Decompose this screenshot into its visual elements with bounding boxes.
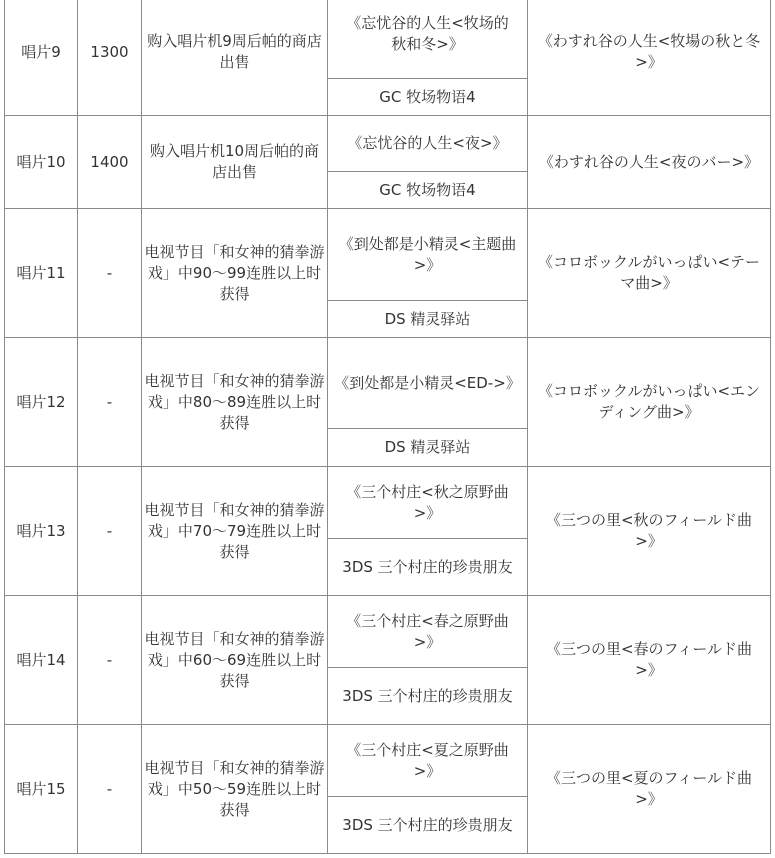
source-game: DS 精灵驿站	[328, 301, 528, 338]
cn-song-title: 《忘忧谷的人生<牧场的秋和冬>》	[328, 0, 528, 79]
jp-song-title: 《わすれ谷の人生<夜のバー>》	[528, 116, 771, 209]
obtain-method: 电视节目「和女神的猜拳游戏」中60～69连胜以上时获得	[142, 596, 328, 725]
jp-song-title: 《コロボックルがいっぱい<エンディング曲>》	[528, 338, 771, 467]
obtain-method: 电视节目「和女神的猜拳游戏」中90～99连胜以上时获得	[142, 209, 328, 338]
table-row	[5, 467, 771, 539]
disc-price: -	[78, 338, 142, 467]
obtain-method: 电视节目「和女神的猜拳游戏」中70～79连胜以上时获得	[142, 467, 328, 596]
records-table	[4, 0, 771, 854]
jp-song-title: 《三つの里<春のフィールド曲>》	[528, 596, 771, 725]
table-row	[5, 0, 771, 79]
jp-song-title: 《コロボックルがいっぱい<テーマ曲>》	[528, 209, 771, 338]
source-game: 3DS 三个村庄的珍贵朋友	[328, 668, 528, 725]
disc-name: 唱片14	[5, 596, 78, 725]
disc-price: -	[78, 467, 142, 596]
cn-song-title: 《三个村庄<夏之原野曲>》	[328, 725, 528, 797]
source-game: 3DS 三个村庄的珍贵朋友	[328, 539, 528, 596]
disc-name: 唱片9	[5, 0, 78, 116]
disc-price: -	[78, 596, 142, 725]
source-game: GC 牧场物语4	[328, 172, 528, 209]
table-row	[5, 116, 771, 172]
table-row	[5, 209, 771, 301]
table-row	[5, 338, 771, 429]
cn-song-title: 《到处都是小精灵<主题曲>》	[328, 209, 528, 301]
disc-price: 1400	[78, 116, 142, 209]
obtain-method: 电视节目「和女神的猜拳游戏」中50～59连胜以上时获得	[142, 725, 328, 854]
source-game: DS 精灵驿站	[328, 429, 528, 467]
disc-name: 唱片12	[5, 338, 78, 467]
jp-song-title: 《わすれ谷の人生<牧場の秋と冬>》	[528, 0, 771, 116]
obtain-method: 电视节目「和女神的猜拳游戏」中80～89连胜以上时获得	[142, 338, 328, 467]
cn-song-title: 《忘忧谷的人生<夜>》	[328, 116, 528, 172]
disc-price: 1300	[78, 0, 142, 116]
jp-song-title: 《三つの里<夏のフィールド曲>》	[528, 725, 771, 854]
obtain-method: 购入唱片机10周后帕的商店出售	[142, 116, 328, 209]
jp-song-title: 《三つの里<秋のフィールド曲>》	[528, 467, 771, 596]
source-game: GC 牧场物语4	[328, 79, 528, 116]
disc-name: 唱片10	[5, 116, 78, 209]
disc-name: 唱片11	[5, 209, 78, 338]
table-row	[5, 725, 771, 797]
source-game: 3DS 三个村庄的珍贵朋友	[328, 797, 528, 854]
disc-name: 唱片15	[5, 725, 78, 854]
disc-price: -	[78, 725, 142, 854]
cn-song-title: 《三个村庄<春之原野曲>》	[328, 596, 528, 668]
table-row	[5, 596, 771, 668]
disc-name: 唱片13	[5, 467, 78, 596]
obtain-method: 购入唱片机9周后帕的商店出售	[142, 0, 328, 116]
cn-song-title: 《到处都是小精灵<ED->》	[328, 338, 528, 429]
cn-song-title: 《三个村庄<秋之原野曲>》	[328, 467, 528, 539]
disc-price: -	[78, 209, 142, 338]
